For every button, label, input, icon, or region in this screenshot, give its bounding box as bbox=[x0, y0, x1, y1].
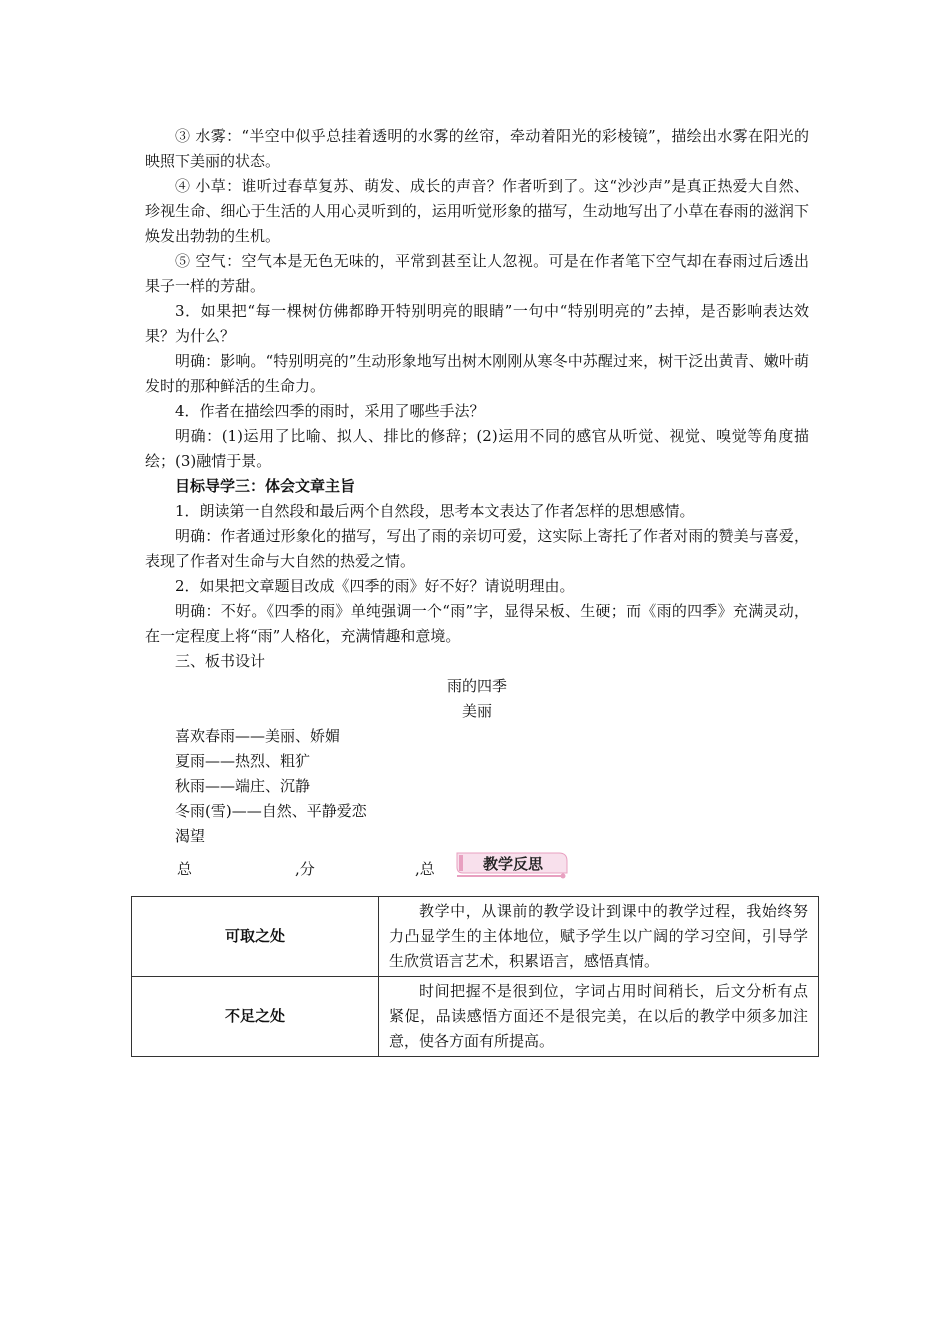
teaching-reflection-badge bbox=[455, 849, 570, 879]
paragraph: 4．作者在描绘四季的雨时，采用了哪些手法？ bbox=[175, 402, 485, 420]
paragraph: 2．如果把文章题目改成《四季的雨》好不好？请说明理由。 bbox=[175, 577, 575, 595]
badge-text: 教学反思 bbox=[482, 855, 544, 873]
board-subtitle: 美丽 bbox=[461, 702, 492, 720]
paragraph: 明确：作者通过形象化的描写，写出了雨的亲切可爱，这实际上寄托了作者对雨的赞美与喜爱，表现了作者对生命与大自然的热爱之情。 bbox=[145, 527, 809, 570]
paragraph: 明确：(1)运用了比喻、拟人、排比的修辞；(2)运用不同的感官从听觉、视觉、嗅觉等角度描绘；(3)融情于景。 bbox=[145, 427, 809, 470]
board-line: 夏雨——热烈、粗犷 bbox=[175, 752, 311, 770]
section-heading: 三、板书设计 bbox=[175, 652, 266, 670]
document-body bbox=[145, 124, 809, 885]
paragraph: 1．朗读第一自然段和最后两个自然段，思考本文表达了作者怎样的思想感情。 bbox=[175, 502, 695, 520]
section-heading: 目标导学三：体会文章主旨 bbox=[175, 477, 356, 495]
row-text: 时间把握不是很到位，字词占用时间稍长，后文分析有点紧促，品读感悟方面还不是很完美，在以后的教学中须多加注意，使各方面有所提高。 bbox=[379, 977, 819, 1057]
paragraph: 明确：影响。“特别明亮的”生动形象地写出树木刚刚从寒冬中苏醒过来，树干泛出黄青、嫩叶萌发时的那种鲜活的生命力。 bbox=[145, 352, 809, 395]
board-line: 秋雨——端庄、沉静 bbox=[175, 777, 311, 795]
row-label: 可取之处 bbox=[132, 897, 379, 977]
paragraph: ③ 水雾：“半空中似乎总挂着透明的水雾的丝帘，牵动着阳光的彩棱镜”，描绘出水雾在阳光的映照下美丽的状态。 bbox=[145, 127, 809, 170]
board-line: 冬雨(雪)——自然、平静爱恋 bbox=[175, 802, 367, 820]
board-title: 雨的四季 bbox=[446, 677, 507, 695]
summary-total: 总 bbox=[177, 860, 193, 878]
table-row bbox=[132, 977, 819, 1057]
summary-part: ,分 bbox=[295, 860, 315, 878]
board-summary bbox=[145, 849, 809, 885]
paragraph: 3．如果把“每一棵树仿佛都睁开特别明亮的眼睛”一句中“特别明亮的”去掉，是否影响表达效果？为什么？ bbox=[145, 302, 809, 345]
paragraph: ⑤ 空气：空气本是无色无味的，平常到甚至让人忽视。可是在作者笔下空气却在春雨过后透出果子一样的芳甜。 bbox=[145, 252, 809, 295]
paragraph: ④ 小草：谁听过春草复苏、萌发、成长的声音？作者听到了。这“沙沙声”是真正热爱大自然、珍视生命、细心于生活的人用心灵听到的，运用听觉形象的描写，生动地写出了小草在春雨的滋润下焕发出勃勃的生机。 bbox=[145, 177, 809, 245]
paragraph: 明确：不好。《四季的雨》单纯强调一个“雨”字，显得呆板、生硬；而《雨的四季》充满灵动，在一定程度上将“雨”人格化，充满情趣和意境。 bbox=[145, 602, 809, 645]
row-label: 不足之处 bbox=[132, 977, 379, 1057]
board-line: 渴望 bbox=[175, 827, 206, 845]
reflection-table bbox=[131, 896, 819, 1057]
board-line: 喜欢春雨——美丽、娇媚 bbox=[175, 727, 341, 745]
row-text: 教学中，从课前的教学设计到课中的教学过程，我始终努力凸显学生的主体地位，赋予学生以广阔的学习空间，引导学生欣赏语言艺术，积累语言，感悟真情。 bbox=[379, 897, 819, 977]
summary-total-2: ,总 bbox=[415, 860, 435, 878]
table-row bbox=[132, 897, 819, 977]
